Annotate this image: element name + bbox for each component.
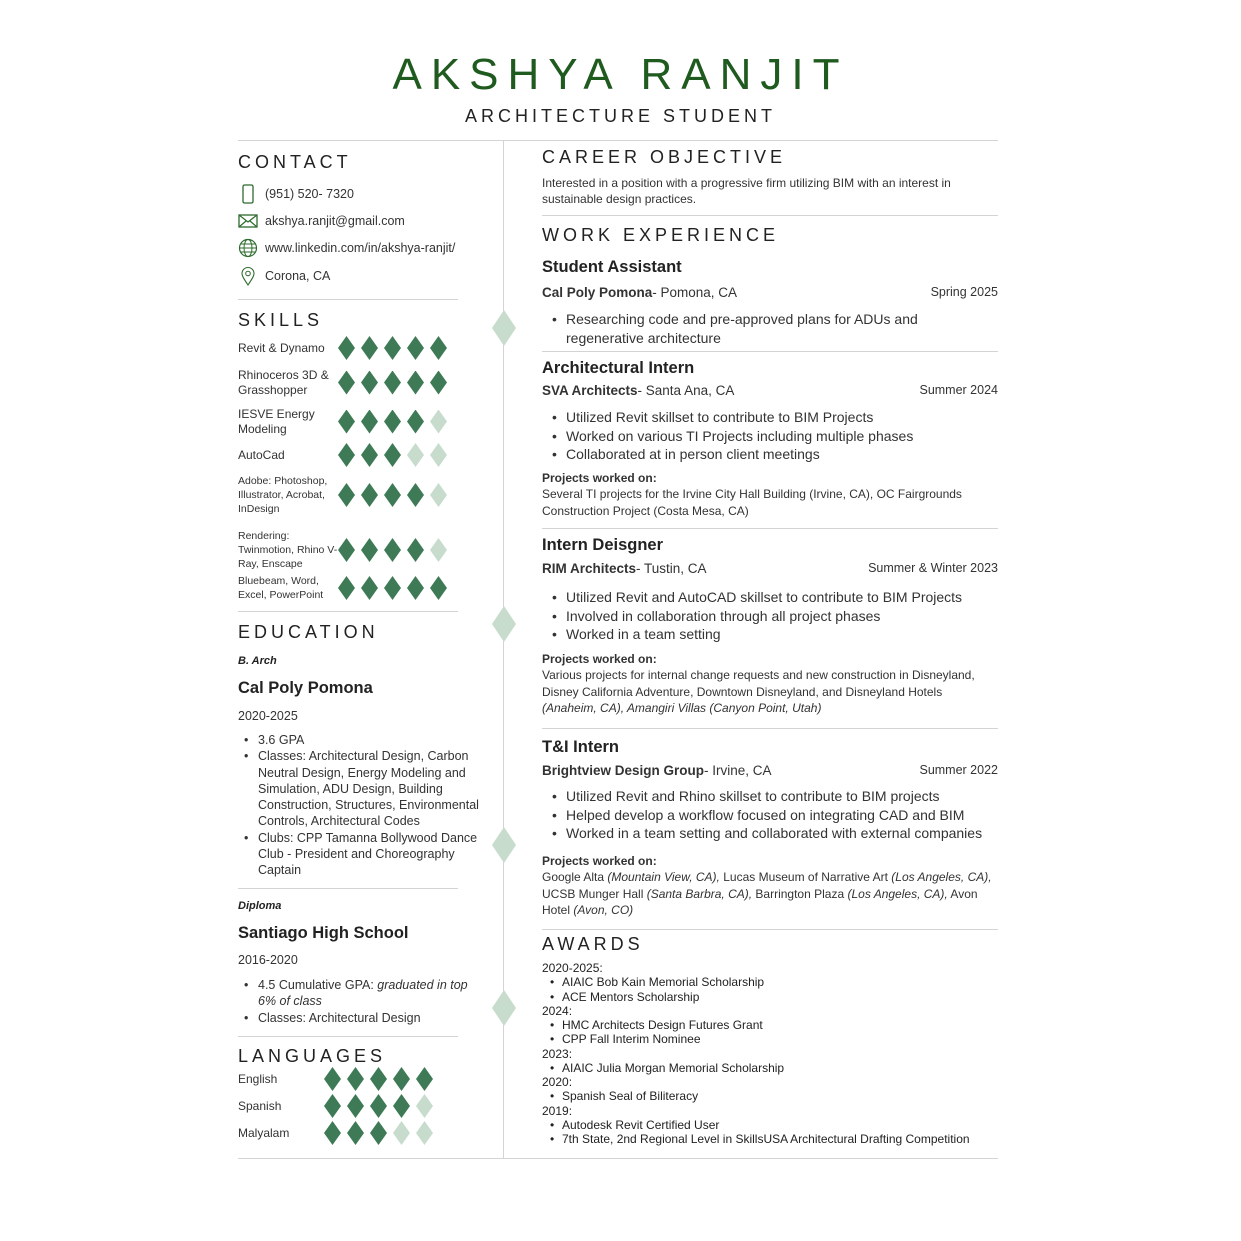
rating-diamond-empty (407, 443, 424, 467)
company-location: - Tustin, CA (636, 561, 707, 576)
award-year: 2020-2025: (542, 961, 603, 975)
job-bullets (546, 408, 998, 464)
list-item: • CPP Fall Interim Nominee (542, 1032, 998, 1046)
college-details (238, 732, 483, 879)
job-bullets (546, 787, 998, 843)
objective-heading: CAREER OBJECTIVE (542, 147, 787, 167)
list-item: • 3.6 GPA (238, 732, 483, 748)
website-link[interactable]: www.linkedin.com/in/akshya-ranjit/ (265, 241, 456, 255)
rating-diamond-empty (430, 410, 447, 434)
job-company (542, 285, 737, 300)
education-heading: EDUCATION (238, 622, 379, 642)
divider (238, 611, 458, 612)
degree: B. Arch (238, 655, 277, 667)
job-bullets (546, 310, 998, 347)
rating-diamond-filled (430, 336, 447, 360)
rating-diamond-empty (393, 1121, 410, 1145)
projects-label: Projects worked on: (542, 471, 657, 485)
list-item: • Collaborated at in person client meetings (546, 445, 998, 464)
rating-diamond-filled (416, 1067, 433, 1091)
company-location: - Irvine, CA (704, 763, 772, 778)
rating-diamond-filled (361, 576, 378, 600)
award-year: 2024: (542, 1003, 573, 1018)
gpa: 4.5 Cumulative GPA: (258, 978, 378, 992)
skills-heading: SKILLS (238, 310, 324, 330)
rating-diamond-filled (324, 1094, 341, 1118)
rating-diamond-filled (407, 371, 424, 395)
project-name: (Los Angeles, CA), (891, 870, 992, 885)
skill-label: Rhinoceros 3D & Grasshopper (238, 368, 329, 397)
job-date: Summer 2024 (919, 383, 998, 397)
divider (542, 351, 998, 352)
projects-block (542, 853, 998, 918)
list-item: • AIAIC Julia Morgan Memorial Scholarship (542, 1061, 998, 1075)
projects-block (542, 651, 998, 716)
rating-diamond-filled (338, 576, 355, 600)
award-year: 2023: (542, 1046, 573, 1061)
job-title: Architectural Intern (542, 359, 695, 377)
rating-diamond-filled (338, 371, 355, 395)
rating-diamonds (338, 576, 447, 600)
phone-icon (238, 184, 258, 204)
rating-diamond-filled (384, 576, 401, 600)
contact-email[interactable] (238, 211, 405, 231)
rating-diamond-filled (370, 1094, 387, 1118)
project-name: (Santa Barbra, CA), (646, 886, 753, 901)
rating-diamonds (338, 371, 447, 395)
objective-text: Interested in a position with a progressive firm utilizing BIM with an interest in sustainable design practices. (542, 176, 951, 206)
rating-diamond-filled (361, 410, 378, 434)
job-date: Summer 2022 (919, 763, 998, 777)
divider (542, 215, 998, 216)
projects-text: Various projects for internal change requests and new construction in Disneyland, Disney California Adventure, Downtown Disneyland, and Disneyland Hotels (542, 668, 975, 699)
job-date: Spring 2025 (930, 285, 998, 299)
award-items (542, 1089, 998, 1103)
skill-label: Rendering: Twinmotion, Rhino V-Ray, Enscape (238, 530, 338, 570)
awards-list (542, 961, 998, 1146)
list-item (238, 977, 483, 1010)
projects-block (542, 470, 998, 519)
contact-heading: CONTACT (238, 152, 352, 172)
divider (238, 1036, 458, 1037)
list-item: • Classes: Architectural Design (238, 1010, 483, 1026)
mail-icon (238, 211, 258, 231)
rating-diamond-filled (324, 1067, 341, 1091)
school-name: Cal Poly Pomona (238, 679, 373, 697)
skill-label: AutoCad (238, 447, 285, 462)
top-divider (238, 140, 998, 141)
rating-diamond-filled (384, 483, 401, 507)
project-name: (Avon, CO) (573, 902, 634, 917)
rating-diamond-filled (407, 538, 424, 562)
list-item: • Worked on various TI Projects including multiple phases (546, 427, 998, 446)
rating-diamonds (338, 410, 447, 434)
language-label: Malyalam (238, 1125, 290, 1140)
rating-diamond-filled (338, 410, 355, 434)
divider-diamond (492, 990, 516, 1026)
project-name: Barrington Plaza (752, 886, 848, 901)
rating-diamond-filled (361, 336, 378, 360)
rating-diamond-filled (384, 538, 401, 562)
company-location: - Santa Ana, CA (637, 383, 735, 398)
diploma: Diploma (238, 900, 282, 912)
rating-diamond-filled (338, 443, 355, 467)
list-item: • Utilized Revit and AutoCAD skillset to contribute to BIM Projects (546, 588, 998, 607)
job-company-line (542, 285, 998, 300)
list-item: • Clubs: CPP Tamanna Bollywood Dance Club - President and Choreography Captain (238, 830, 483, 879)
job-title: Student Assistant (542, 258, 682, 276)
applicant-name: AKSHYA RANJIT (392, 50, 849, 99)
divider-diamond (492, 606, 516, 642)
language-label: English (238, 1071, 278, 1086)
rating-diamond-empty (430, 483, 447, 507)
job-company (542, 383, 734, 398)
job-company-line (542, 383, 998, 398)
skill-label: Adobe: Photoshop, Illustrator, Acrobat, InDesign (238, 475, 328, 515)
rating-diamond-filled (384, 336, 401, 360)
phone-text: (951) 520- 7320 (265, 187, 354, 201)
rating-diamond-empty (430, 538, 447, 562)
rating-diamond-filled (338, 483, 355, 507)
rating-diamond-filled (384, 371, 401, 395)
list-item: • Utilized Revit and Rhino skillset to contribute to BIM projects (546, 787, 998, 806)
rating-diamond-filled (347, 1094, 364, 1118)
bottom-divider (238, 1158, 998, 1159)
project-name: Avon Hotel (542, 886, 978, 917)
list-item: • Worked in a team setting (546, 625, 998, 644)
company-name: RIM Architects (542, 561, 637, 576)
location-pin-icon (238, 266, 258, 286)
globe-icon (238, 238, 258, 258)
highschool-details (238, 977, 483, 1026)
company-name: Cal Poly Pomona (542, 285, 653, 300)
rating-diamonds (324, 1094, 433, 1118)
rating-diamond-filled (430, 576, 447, 600)
award-items (542, 975, 998, 1004)
company-name: Brightview Design Group (542, 763, 705, 778)
project-name: (Los Angeles, CA), (847, 886, 948, 901)
rating-diamond-filled (324, 1121, 341, 1145)
rating-diamond-filled (393, 1067, 410, 1091)
rating-diamond-filled (407, 576, 424, 600)
rating-diamond-filled (338, 538, 355, 562)
award-items (542, 1061, 998, 1075)
rating-diamonds (324, 1121, 433, 1145)
languages-heading: LANGUAGES (238, 1046, 387, 1066)
project-name: Google Alta (542, 870, 608, 885)
school-years: 2020-2025 (238, 709, 298, 723)
projects-label: Projects worked on: (542, 854, 657, 868)
highschool-years: 2016-2020 (238, 953, 298, 967)
list-item: • Classes: Architectural Design, Carbon Neutral Design, Energy Modeling and Simulation, ADU Design, Building Construction, Structures, Environmental Controls, Architectural Codes (238, 748, 483, 829)
rating-diamonds (338, 538, 447, 562)
rating-diamonds (324, 1067, 433, 1091)
list-item: • HMC Architects Design Futures Grant (542, 1018, 998, 1032)
contact-location (238, 266, 330, 286)
rating-diamond-empty (430, 443, 447, 467)
award-year: 2020: (542, 1075, 573, 1089)
highschool-name: Santiago High School (238, 924, 409, 942)
list-item: • ACE Mentors Scholarship (542, 990, 998, 1004)
job-title: T&I Intern (542, 738, 619, 756)
projects-label: Projects worked on: (542, 652, 657, 666)
contact-phone (238, 184, 354, 204)
divider (542, 528, 998, 529)
rating-diamonds (338, 336, 447, 360)
rating-diamond-empty (416, 1121, 433, 1145)
award-items (542, 1118, 998, 1147)
location-text: Corona, CA (265, 269, 331, 283)
contact-website[interactable] (238, 238, 455, 258)
rating-diamond-filled (347, 1067, 364, 1091)
job-title: Intern Deisgner (542, 536, 664, 554)
applicant-title: ARCHITECTURE STUDENT (464, 106, 776, 126)
award-items (542, 1018, 998, 1047)
company-name: SVA Architects (542, 383, 638, 398)
projects-text: Several TI projects for the Irvine City Hall Building (Irvine, CA), OC Fairgrounds Construction Project (Costa Mesa, CA) (542, 487, 962, 518)
rating-diamond-filled (361, 538, 378, 562)
rating-diamond-filled (361, 443, 378, 467)
rating-diamond-filled (384, 410, 401, 434)
project-name: (Mountain View, CA), (607, 870, 720, 885)
rating-diamond-filled (361, 483, 378, 507)
rating-diamond-filled (384, 443, 401, 467)
job-bullets (546, 588, 998, 644)
skill-label: Bluebeam, Word, Excel, PowerPoint (238, 575, 324, 601)
award-year: 2019: (542, 1103, 573, 1118)
job-company (542, 561, 707, 576)
rating-diamond-filled (393, 1094, 410, 1118)
awards-heading: AWARDS (542, 934, 644, 954)
rating-diamond-filled (370, 1121, 387, 1145)
divider (542, 728, 998, 729)
list-item: • Utilized Revit skillset to contribute to BIM Projects (546, 408, 998, 427)
divider-diamond (492, 827, 516, 863)
rating-diamond-filled (430, 371, 447, 395)
skill-label: Revit & Dynamo (238, 340, 325, 355)
list-item: • Researching code and pre-approved plans for ADUs and regenerative architecture (546, 310, 998, 347)
rating-diamond-filled (347, 1121, 364, 1145)
list-item: • Spanish Seal of Biliteracy (542, 1089, 998, 1103)
rating-diamond-filled (407, 336, 424, 360)
list-item: • AIAIC Bob Kain Memorial Scholarship (542, 975, 998, 989)
rating-diamonds (338, 483, 447, 507)
rating-diamond-filled (361, 371, 378, 395)
list-item: • Autodesk Revit Certified User (542, 1118, 998, 1132)
divider (238, 299, 458, 300)
rating-diamond-filled (370, 1067, 387, 1091)
rating-diamond-filled (338, 336, 355, 360)
language-label: Spanish (238, 1098, 282, 1113)
divider (238, 888, 458, 889)
job-company-line (542, 763, 998, 778)
list-item: • 7th State, 2nd Regional Level in SkillsUSA Architectural Drafting Competition (542, 1132, 998, 1146)
company-location: - Pomona, CA (652, 285, 738, 300)
work-heading: WORK EXPERIENCE (542, 225, 780, 245)
rating-diamonds (338, 443, 447, 467)
gpa-note: graduated in top 6% of class (258, 978, 468, 1009)
rating-diamond-empty (416, 1094, 433, 1118)
projects-text-italic: (Anaheim, CA), Amangiri Villas (Canyon Point, Utah) (542, 700, 822, 715)
list-item: • Worked in a team setting and collaborated with external companies (546, 824, 998, 843)
project-name: UCSB Munger Hall (542, 886, 647, 901)
job-company-line (542, 561, 998, 576)
rating-diamond-filled (407, 483, 424, 507)
skill-label: IESVE Energy Modeling (238, 407, 315, 436)
job-date: Summer & Winter 2023 (868, 561, 998, 575)
project-name: Lucas Museum of Narrative Art (719, 870, 892, 885)
job-company (542, 763, 772, 778)
rating-diamond-filled (407, 410, 424, 434)
divider (542, 929, 998, 930)
list-item: • Helped develop a workflow focused on integrating CAD and BIM (546, 806, 998, 825)
email-link[interactable]: akshya.ranjit@gmail.com (265, 214, 405, 228)
list-item: • Involved in collaboration through all project phases (546, 607, 998, 626)
